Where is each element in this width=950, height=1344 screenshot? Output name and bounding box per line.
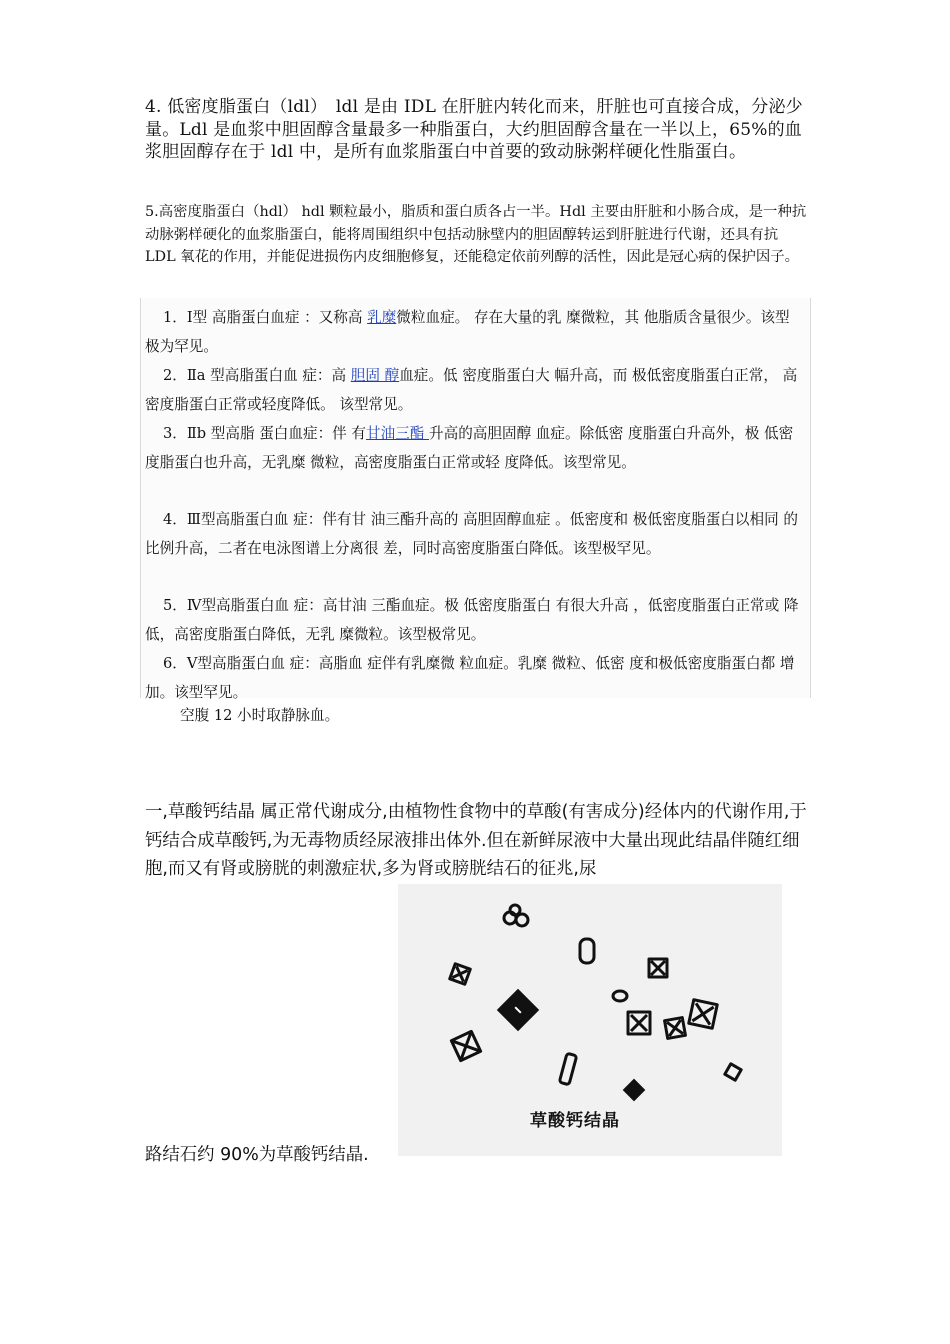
type-3-paragraph: 4．Ⅲ型高脂蛋白血 症：伴有甘 油三酯升高的 高胆固醇血症 。低密度和 极低密度脂蛋白以相同 的比例升高，二者在电泳图谱上分离很 差，同时高密度脂蛋白降低。该型极罕见。 <box>145 511 798 557</box>
paragraph-ldl: 4. 低密度脂蛋白（ldl） ldl 是由 IDL 在肝脏内转化而来，肝脏也可直接合成，分泌少量。Ldl 是血浆中胆固醇含量最多一种脂蛋白，大约胆固醇含量在一半以上，65%的血浆胆固醇存在于 ldl 中，是所有血浆脂蛋白中首要的致动脉粥样硬化性脂蛋白。 <box>145 97 803 162</box>
paragraph-calcium-oxalate: 一,草酸钙结晶 属正常代谢成分,由植物性食物中的草酸(有害成分)经体内的代谢作用,于钙结合成草酸钙,为无毒物质经尿液排出体外.但在新鲜尿液中大量出现此结晶伴随红细胞,而又有肾或膀胱的刺激症状,多为肾或膀胱结石的征兆,尿 <box>145 802 807 879</box>
type-2b-paragraph: 3．Ⅱb 型高脂 蛋白血症：伴 有甘油三酯 升高的高胆固醇 血症。除低密 度脂蛋白升高外，极 低密度脂蛋白也升高，无乳糜 微粒，高密度脂蛋白正常或轻 度降低。该型常见。 <box>145 425 794 471</box>
type-5-paragraph: 6．Ⅴ型高脂蛋白血 症：高脂血 症伴有乳糜微 粒血症。乳糜 微粒、低密 度和极低密度脂蛋白都 增加。该型罕见。 <box>145 655 795 701</box>
calcium-oxalate-crystal-figure <box>398 884 782 1156</box>
paragraph-tail: 路结石约 90%为草酸钙结晶. <box>145 1145 369 1165</box>
hyperlipoproteinemia-types-box <box>140 298 811 701</box>
link-chylomicron[interactable]: 乳糜 <box>367 309 397 326</box>
figure-caption: 草酸钙结晶 <box>530 1111 620 1131</box>
type-2a-paragraph: 2．Ⅱa 型高脂蛋白血 症：高 胆固 醇血症。低 密度脂蛋白大 幅升高，而 极低密度脂蛋白正常， 高密度脂蛋白正常或轻度降低。 该型常见。 <box>145 367 798 413</box>
type-4-paragraph: 5．Ⅳ型高脂蛋白血 症：高甘油 三酯血症。极 低密度脂蛋白 有很大升高 ，低密度脂蛋白正常或 降低，高密度脂蛋白降低，无乳 糜微粒。该型极常见。 <box>145 597 799 643</box>
type-1-paragraph: 1．Ⅰ型 高脂蛋白血症 ：又称高 乳糜微粒血症。 存在大量的乳 糜微粒，其 他脂质含量很少。该型 极为罕见。 <box>145 309 790 355</box>
paragraph-hdl: 5.高密度脂蛋白（hdl） hdl 颗粒最小，脂质和蛋白质各占一半。Hdl 主要由肝脏和小肠合成，是一种抗动脉粥样硬化的血浆脂蛋白，能将周围组织中包括动脉壁内的胆固醇转运到肝脏进行代谢，还具有抗 LDL 氧花的作用，并能促进损伤内皮细胞修复，还能稳定依前列醇的活性，因此是冠心病的保护因子。 <box>145 204 807 265</box>
link-cholesterol[interactable]: 胆固 醇 <box>350 367 400 384</box>
link-triglyceride[interactable]: 甘油三酯 <box>366 425 430 442</box>
fasting-note: 空腹 12 小时取静脉血。 <box>180 707 340 724</box>
